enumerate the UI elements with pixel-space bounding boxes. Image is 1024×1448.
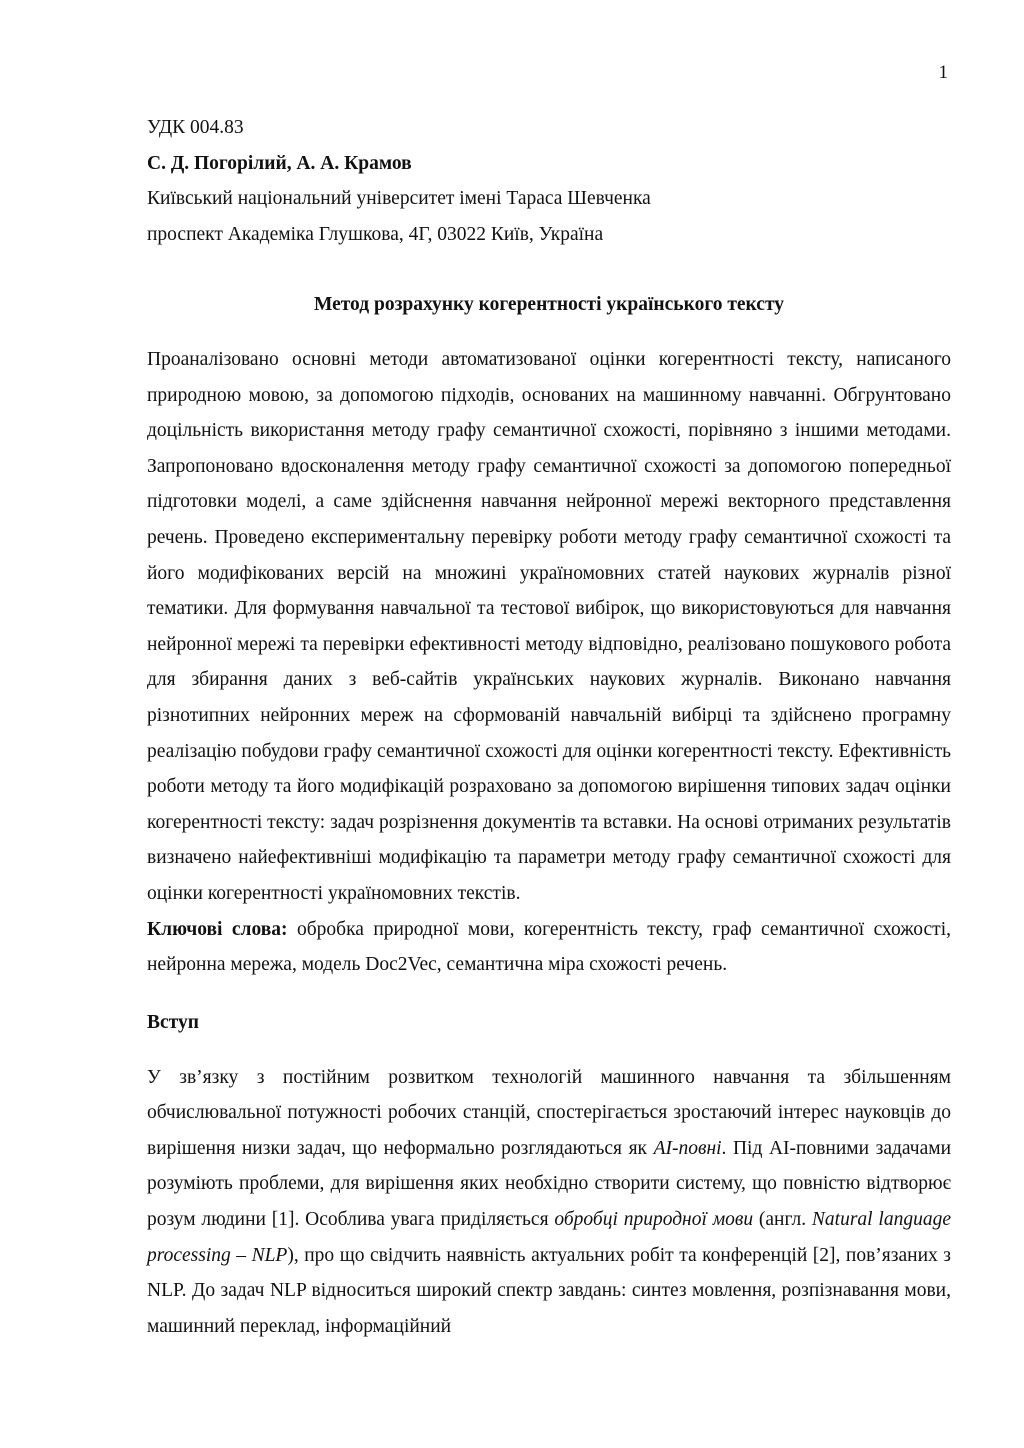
intro-italic-3: Natural language processing – NLP xyxy=(147,1209,951,1266)
keywords xyxy=(147,912,951,983)
intro-text-4: ), про що свідчить наявність актуальних робіт та конференцій [2], пов’язаних з NLP. До задач NLP відноситься широкий спектр завдань: синтез мовлення, розпізнавання мови, машинний переклад, інформаційний xyxy=(147,1244,951,1337)
udc-code: УДК 004.83 xyxy=(147,117,244,138)
intro-text-2: . Під AI-повними задачами розуміють проблеми, для вирішення яких необхідно створити систему, що повністю відтворює розум людини [1]. Особлива увага приділяється xyxy=(147,1137,952,1231)
page-number: 1 xyxy=(938,62,948,83)
affiliation: Київський національний університет імені Тараса Шевченка xyxy=(147,188,651,209)
intro-text-1: У зв’язку з постійним розвитком технологій машинного навчання та збільшенням обчислювальної потужності робочих станцій, спостерігається зростаючий інтерес науковців до вирішення низки задач, що неформально розглядаються як xyxy=(147,1066,951,1159)
intro-italic-2: обробці природної мови xyxy=(554,1209,754,1231)
address: проспект Академіка Глушкова, 4Г, 03022 Київ, Україна xyxy=(147,223,604,245)
authors: С. Д. Погорілий, А. А. Крамов xyxy=(147,152,412,174)
keywords-text: обробка природної мови, когерентність тексту, граф семантичної схожості, нейронна мережа, модель Doc2Vec, семантична міра схожості речень. xyxy=(147,918,951,976)
abstract: Проаналізовано основні методи автоматизованої оцінки когерентності тексту, написаного природною мовою, за допомогою підходів, основаних на машинному навчанні. Обгрунтовано доцільність використання методу графу семантичної схожості, порівняно з іншими методами. Запропоновано вдосконалення методу графу семантичної схожості за допомогою попередньої підготовки моделі, а саме здійснення навчання нейронної мережі векторного представлення речень. Проведено експериментальну перевірку роботи методу графу семантичної схожості та його модифікованих версій на множині україномовних статей наукових журналів різної тематики. Для формування навчальної та тестової вибірок, що використовуються для навчання нейронної мережі та перевірки ефективності методу відповідно, реалізовано пошукового робота для збирання даних з веб-сайтів українських наукових журналів. Виконано навчання різнотипних нейронних мереж на сформованій навчальній вибірці та здійснено програмну реалізацію побудови графу семантичної схожості для оцінки когерентності тексту. Ефективність роботи методу та його модифікацій розраховано за допомогою вирішення типових задач оцінки когерентності тексту: задач розрізнення документів та вставки. На основі отриманих результатів визначено найефективніші модифікацію та параметри методу графу семантичної схожості для оцінки когерентності україномовних текстів. xyxy=(147,349,951,904)
page-content xyxy=(147,110,951,1344)
paper-title: Метод розрахунку когерентності українського тексту xyxy=(313,294,785,315)
keywords-label: Ключові слова: xyxy=(147,918,288,940)
section-heading-intro: Вступ xyxy=(147,1011,199,1033)
intro-text-3: (англ. xyxy=(753,1209,812,1231)
intro-italic-1: AI-повні xyxy=(653,1137,722,1159)
intro-paragraph xyxy=(147,1060,951,1345)
